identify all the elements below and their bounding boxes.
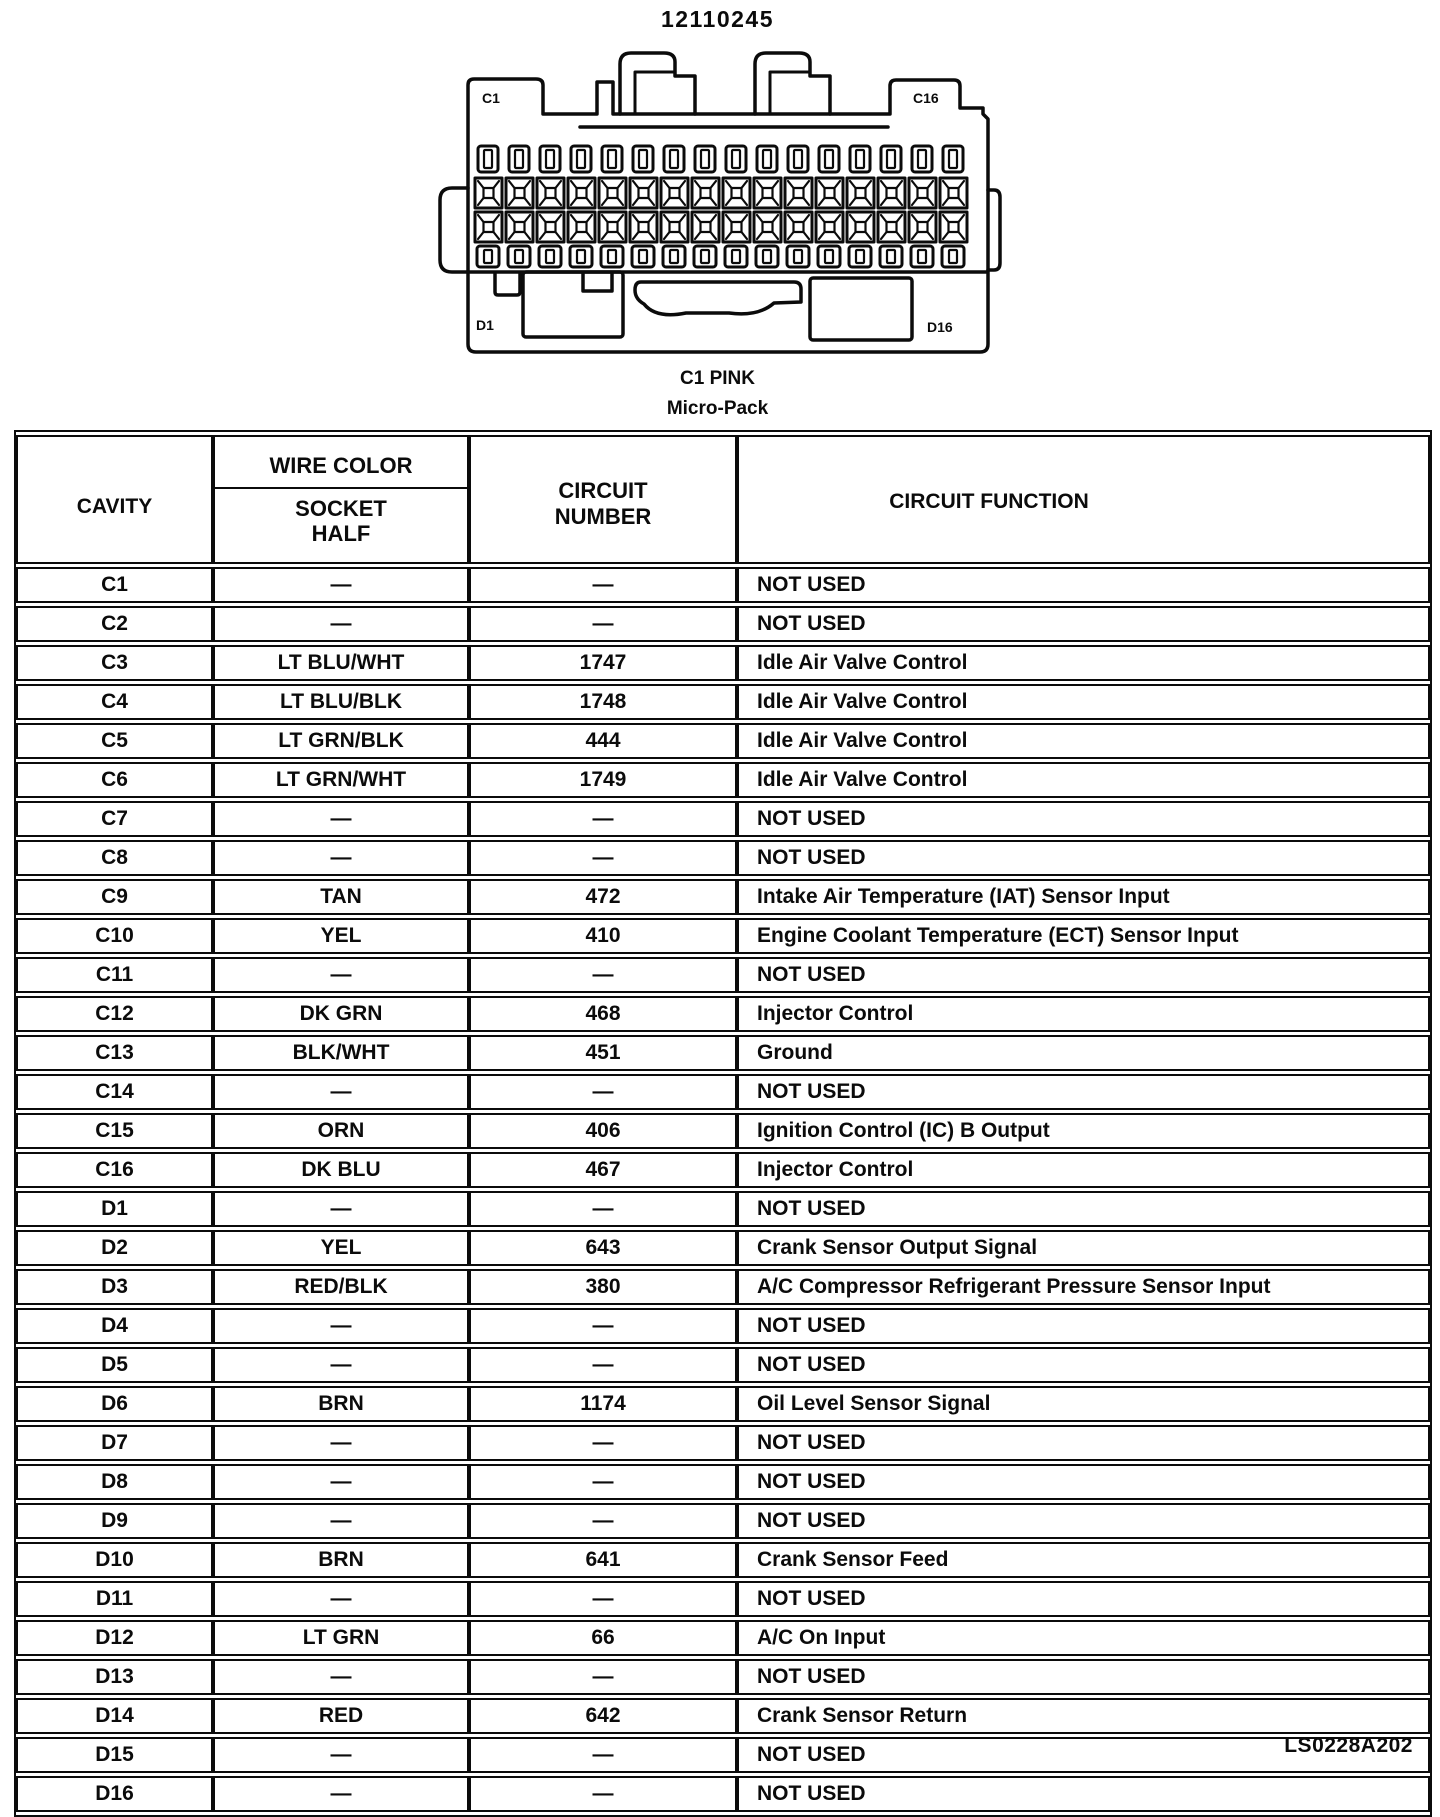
- table-row: [16, 1425, 1430, 1461]
- cavity-cell: D1: [16, 1191, 213, 1227]
- circuit-function-cell: Engine Coolant Temperature (ECT) Sensor Input: [737, 918, 1430, 954]
- circuit-number-cell: —: [469, 840, 737, 876]
- connector-label-c16: C16: [913, 90, 939, 106]
- cavity-cell: C1: [16, 567, 213, 603]
- circuit-function-cell: A/C On Input: [737, 1620, 1430, 1656]
- socket-half-cell: LT GRN: [213, 1620, 469, 1656]
- connector-bottom-notch-2: [583, 274, 612, 291]
- cavity-cell: D14: [16, 1698, 213, 1734]
- cavity-cell: C8: [16, 840, 213, 876]
- cavity-cell: D12: [16, 1620, 213, 1656]
- circuit-number-cell: 642: [469, 1698, 737, 1734]
- table-row: [16, 1308, 1430, 1344]
- circuit-function-cell: NOT USED: [737, 1503, 1430, 1539]
- connector-latch-right: [755, 53, 830, 114]
- circuit-function-cell: NOT USED: [737, 1074, 1430, 1110]
- header-circuit-function: CIRCUIT FUNCTION: [737, 435, 1430, 564]
- socket-half-cell: ORN: [213, 1113, 469, 1149]
- circuit-number-cell: —: [469, 1464, 737, 1500]
- circuit-function-cell: Idle Air Valve Control: [737, 684, 1430, 720]
- circuit-number-cell: —: [469, 801, 737, 837]
- circuit-number-cell: 1174: [469, 1386, 737, 1422]
- circuit-number-cell: —: [469, 1425, 737, 1461]
- cavity-cell: C10: [16, 918, 213, 954]
- cavity-cell: D3: [16, 1269, 213, 1305]
- circuit-number-cell: —: [469, 957, 737, 993]
- circuit-number-cell: —: [469, 1737, 737, 1773]
- connector-diagram: [430, 42, 1005, 362]
- circuit-number-cell: 468: [469, 996, 737, 1032]
- circuit-number-cell: 1748: [469, 684, 737, 720]
- circuit-function-cell: Ground: [737, 1035, 1430, 1071]
- circuit-function-cell: NOT USED: [737, 1776, 1430, 1812]
- socket-half-cell: —: [213, 1503, 469, 1539]
- circuit-number-cell: 472: [469, 879, 737, 915]
- socket-half-cell: —: [213, 1308, 469, 1344]
- table-row: [16, 1347, 1430, 1383]
- circuit-number-cell: 410: [469, 918, 737, 954]
- table-row: [16, 1659, 1430, 1695]
- socket-half-cell: —: [213, 957, 469, 993]
- socket-half-cell: LT GRN/BLK: [213, 723, 469, 759]
- table-row: [16, 1074, 1430, 1110]
- cavity-cell: C16: [16, 1152, 213, 1188]
- table-row: [16, 1542, 1430, 1578]
- connector-right-tab: [988, 190, 1000, 270]
- circuit-number-cell: 451: [469, 1035, 737, 1071]
- connector-bottom-right-slot: [810, 278, 912, 340]
- circuit-number-cell: 641: [469, 1542, 737, 1578]
- connector-bottom-center-slot: [635, 282, 801, 315]
- table-row: [16, 1737, 1430, 1773]
- connector-bottom-left-slot: [523, 272, 623, 337]
- table-row: [16, 1113, 1430, 1149]
- socket-half-cell: —: [213, 1737, 469, 1773]
- table-row: [16, 567, 1430, 603]
- circuit-function-cell: NOT USED: [737, 1191, 1430, 1227]
- circuit-function-cell: Crank Sensor Return: [737, 1698, 1430, 1734]
- cavity-cell: D13: [16, 1659, 213, 1695]
- circuit-function-cell: NOT USED: [737, 1347, 1430, 1383]
- table-row: [16, 1581, 1430, 1617]
- cavity-cell: D15: [16, 1737, 213, 1773]
- circuit-function-cell: NOT USED: [737, 957, 1430, 993]
- header-circuit-number: CIRCUIT NUMBER: [469, 435, 737, 564]
- table-row: [16, 957, 1430, 993]
- circuit-number-cell: —: [469, 1503, 737, 1539]
- socket-half-cell: YEL: [213, 918, 469, 954]
- table-row: [16, 879, 1430, 915]
- circuit-number-cell: —: [469, 1191, 737, 1227]
- socket-half-cell: BLK/WHT: [213, 1035, 469, 1071]
- circuit-number-cell: —: [469, 606, 737, 642]
- cavity-cell: C4: [16, 684, 213, 720]
- table-row: [16, 918, 1430, 954]
- socket-half-cell: RED: [213, 1698, 469, 1734]
- circuit-number-cell: 467: [469, 1152, 737, 1188]
- part-number: 12110245: [660, 6, 775, 32]
- cavity-cell: C15: [16, 1113, 213, 1149]
- socket-half-cell: YEL: [213, 1230, 469, 1266]
- header-cavity: CAVITY: [16, 435, 213, 564]
- socket-half-cell: —: [213, 1425, 469, 1461]
- cavity-cell: C6: [16, 762, 213, 798]
- socket-half-cell: —: [213, 1659, 469, 1695]
- header-socket-half-label: SOCKET HALF: [295, 495, 387, 546]
- table-row: [16, 1620, 1430, 1656]
- table-row: [16, 1503, 1430, 1539]
- circuit-number-cell: 66: [469, 1620, 737, 1656]
- socket-half-cell: —: [213, 801, 469, 837]
- table-row: [16, 762, 1430, 798]
- circuit-function-cell: Idle Air Valve Control: [737, 723, 1430, 759]
- cavity-cell: C7: [16, 801, 213, 837]
- circuit-function-cell: NOT USED: [737, 801, 1430, 837]
- socket-half-cell: LT BLU/BLK: [213, 684, 469, 720]
- circuit-function-cell: NOT USED: [737, 1737, 1430, 1773]
- cavity-cell: D11: [16, 1581, 213, 1617]
- connector-latch-left: [620, 53, 695, 114]
- circuit-function-cell: Idle Air Valve Control: [737, 762, 1430, 798]
- table-row: [16, 1464, 1430, 1500]
- connector-caption: [430, 364, 1005, 425]
- socket-half-cell: TAN: [213, 879, 469, 915]
- table-row: [16, 1230, 1430, 1266]
- connector-label-d16: D16: [927, 319, 953, 335]
- cavity-cell: D5: [16, 1347, 213, 1383]
- circuit-number-cell: 1747: [469, 645, 737, 681]
- circuit-function-cell: A/C Compressor Refrigerant Pressure Sensor Input: [737, 1269, 1430, 1305]
- circuit-function-cell: NOT USED: [737, 1659, 1430, 1695]
- circuit-function-cell: Idle Air Valve Control: [737, 645, 1430, 681]
- pin-grid: [475, 146, 967, 267]
- circuit-function-cell: NOT USED: [737, 840, 1430, 876]
- header-wire-color-label: WIRE COLOR: [215, 446, 467, 489]
- circuit-function-cell: Ignition Control (IC) B Output: [737, 1113, 1430, 1149]
- connector-caption-line2: Micro-Pack: [666, 398, 769, 420]
- connector-left-tab: [440, 188, 468, 272]
- table-row: [16, 723, 1430, 759]
- socket-half-cell: —: [213, 1464, 469, 1500]
- circuit-function-cell: Crank Sensor Feed: [737, 1542, 1430, 1578]
- circuit-number-cell: 1749: [469, 762, 737, 798]
- cavity-cell: D16: [16, 1776, 213, 1812]
- cavity-cell: C14: [16, 1074, 213, 1110]
- circuit-function-cell: Injector Control: [737, 1152, 1430, 1188]
- table-row: [16, 1152, 1430, 1188]
- circuit-number-cell: 643: [469, 1230, 737, 1266]
- header-wire-color: [213, 435, 469, 564]
- table-row: [16, 1035, 1430, 1071]
- table-row: [16, 1698, 1430, 1734]
- circuit-number-cell: —: [469, 567, 737, 603]
- circuit-function-cell: Injector Control: [737, 996, 1430, 1032]
- cavity-cell: C11: [16, 957, 213, 993]
- table-header-row: [16, 435, 1430, 564]
- circuit-number-cell: 380: [469, 1269, 737, 1305]
- table-row: [16, 645, 1430, 681]
- circuit-number-cell: —: [469, 1776, 737, 1812]
- table-row: [16, 1269, 1430, 1305]
- circuit-function-cell: NOT USED: [737, 1464, 1430, 1500]
- table-row: [16, 1191, 1430, 1227]
- circuit-function-cell: Oil Level Sensor Signal: [737, 1386, 1430, 1422]
- socket-half-cell: RED/BLK: [213, 1269, 469, 1305]
- circuit-function-cell: NOT USED: [737, 1581, 1430, 1617]
- cavity-cell: D4: [16, 1308, 213, 1344]
- circuit-function-cell: NOT USED: [737, 1425, 1430, 1461]
- circuit-number-cell: —: [469, 1347, 737, 1383]
- circuit-function-cell: Intake Air Temperature (IAT) Sensor Input: [737, 879, 1430, 915]
- socket-half-cell: LT GRN/WHT: [213, 762, 469, 798]
- cavity-cell: D7: [16, 1425, 213, 1461]
- socket-half-cell: LT BLU/WHT: [213, 645, 469, 681]
- connector-label-d1: D1: [476, 317, 494, 333]
- cavity-cell: C3: [16, 645, 213, 681]
- table-row: [16, 684, 1430, 720]
- cavity-cell: D8: [16, 1464, 213, 1500]
- cavity-cell: D6: [16, 1386, 213, 1422]
- connector-caption-line1: C1 PINK: [680, 368, 755, 389]
- table-row: [16, 606, 1430, 642]
- circuit-function-cell: Crank Sensor Output Signal: [737, 1230, 1430, 1266]
- table-row: [16, 840, 1430, 876]
- table-row: [16, 1776, 1430, 1812]
- circuit-function-cell: NOT USED: [737, 567, 1430, 603]
- cavity-cell: C5: [16, 723, 213, 759]
- figure-code: LS0228A202: [1284, 1734, 1413, 1757]
- cavity-cell: C13: [16, 1035, 213, 1071]
- circuit-function-cell: NOT USED: [737, 606, 1430, 642]
- cavity-cell: D2: [16, 1230, 213, 1266]
- socket-half-cell: BRN: [213, 1542, 469, 1578]
- socket-half-cell: DK GRN: [213, 996, 469, 1032]
- pinout-table: [14, 430, 1432, 1817]
- circuit-number-cell: 444: [469, 723, 737, 759]
- circuit-number-cell: —: [469, 1074, 737, 1110]
- table-row: [16, 996, 1430, 1032]
- socket-half-cell: —: [213, 567, 469, 603]
- table-row: [16, 1386, 1430, 1422]
- socket-half-cell: —: [213, 1347, 469, 1383]
- socket-half-cell: BRN: [213, 1386, 469, 1422]
- circuit-number-cell: —: [469, 1659, 737, 1695]
- socket-half-cell: —: [213, 606, 469, 642]
- circuit-number-cell: —: [469, 1308, 737, 1344]
- table-row: [16, 801, 1430, 837]
- socket-half-cell: —: [213, 1776, 469, 1812]
- connector-bottom-notch-1: [495, 274, 520, 295]
- cavity-cell: C12: [16, 996, 213, 1032]
- circuit-number-cell: 406: [469, 1113, 737, 1149]
- socket-half-cell: —: [213, 1074, 469, 1110]
- circuit-function-cell: NOT USED: [737, 1308, 1430, 1344]
- socket-half-cell: —: [213, 1581, 469, 1617]
- connector-label-c1: C1: [482, 90, 500, 106]
- socket-half-cell: DK BLU: [213, 1152, 469, 1188]
- circuit-number-cell: —: [469, 1581, 737, 1617]
- cavity-cell: D10: [16, 1542, 213, 1578]
- socket-half-cell: —: [213, 840, 469, 876]
- socket-half-cell: —: [213, 1191, 469, 1227]
- cavity-cell: D9: [16, 1503, 213, 1539]
- cavity-cell: C9: [16, 879, 213, 915]
- cavity-cell: C2: [16, 606, 213, 642]
